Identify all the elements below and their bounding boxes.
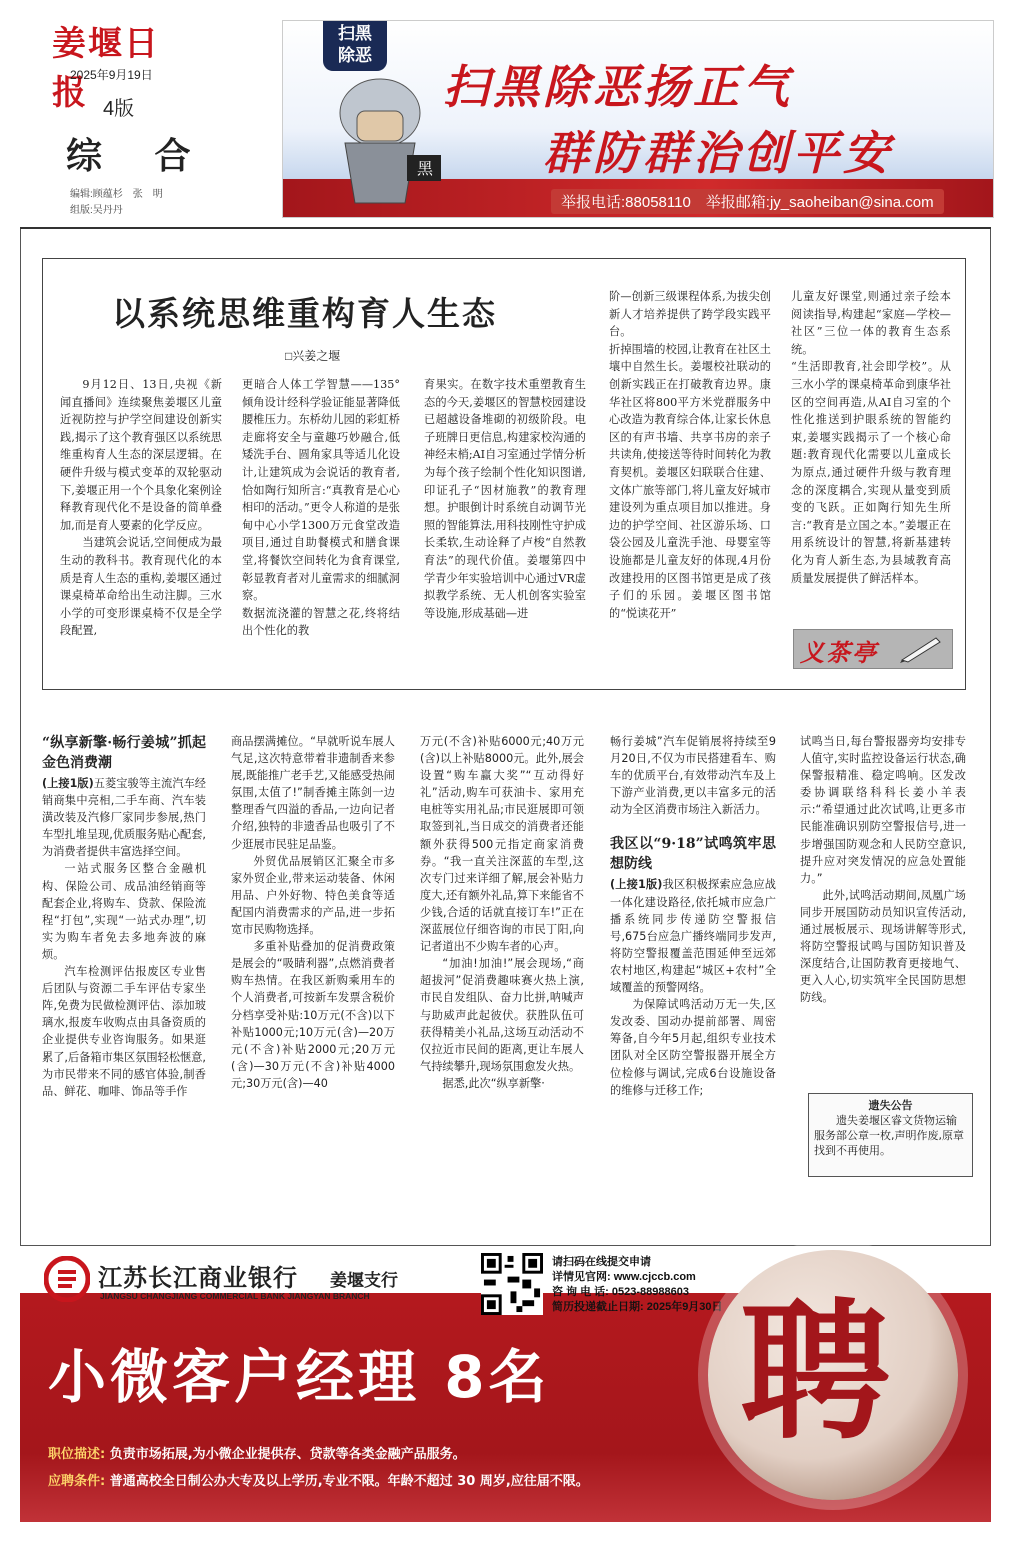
- article-paragraph: [42, 775, 206, 860]
- continued-ref: (上接1版): [610, 878, 663, 892]
- article-paragraph: “加油!加油!”展会现场,“商超拔河”促消费趣味赛火热上演,市民自发组队、奋力比拼,呐喊声与助威声此起彼伏。获胜队伍可获得精美小礼品,这场互动活动不仅拉近市民间的距离,更让车展人气持续攀升,现场氛围愈发火热。: [420, 957, 584, 1073]
- article-paragraph: 万元(不含)补贴6000元;40万元(含)以上补贴8000元。此外,展会设置“购车赢大奖”“互动得好礼”活动,购车可获油卡、家用充电桩等实用礼品;市民逛展即可领取签到礼,当日成交的消费者还能额外获得500元指定商家消费券。“我一直关注深蓝的车型,这次专门过来详细了解,展会补贴力度大,还有额外礼品,算下来能省不少钱,合适的话就直接订车!”正在深蓝展位仔细咨询的市民丁阳,向记者道出不少购车者的心声。: [420, 735, 584, 954]
- ad-info-line: 详情见官网: www.cjccb.com: [552, 1271, 696, 1283]
- article-paragraph: 多重补贴叠加的促消费政策是展会的“吸睛利器”,点燃消费者购车热情。在我区新购乘用车的个人消费者,可按新车发票含税价分档享受补贴:10万元(不含)以下补贴1000元;10万元(含)—20万元(不含)补贴2000元;20万元(含)—30万元(不含)补贴4000元;30万元(含)—40: [231, 940, 395, 1090]
- fist-figure-illustration: [305, 73, 455, 213]
- article-paragraph: 畅行姜城”汽车促销展将持续至9月20日,不仅为市民搭建看车、购车的优质平台,有效带动汽车及上下游产业消费,更以丰富多元的活动为全区消费市场注入新活力。: [610, 735, 776, 817]
- banner-slogan-1: 扫黑除恶扬正气: [443, 60, 793, 114]
- issue-date: 2025年9月19日: [70, 68, 153, 82]
- paragraph-text: 我区积极探索应急应战一体化建设路径,依托城市应急广播系统同步传递防空警报信号,675台应急广播终端同步发声,将防空警报覆盖范围延伸至远郊农村地区,构建起“城区+农村”全域覆盖的预警网络。: [610, 878, 776, 995]
- job-description-text: 负责市场拓展,为小微企业提供存、贷款等各类金融产品服务。: [109, 1447, 466, 1462]
- feature-paragraph: 育果实。在数字技术重塑教育生态的今天,姜堰区的智慧校园建设已超越设备堆砌的初级阶段。电子班牌日更信息,构建家校沟通的神经末梢;AI自习室通过学情分析为每个孩子绘制个性化知识图谱,印证孔子“因材施教”的教育理想。护眼倒计时系统自动调节光照的智能算法,用科技刚性守护成长柔软,生动诠释了卢梭“自然教育法”的现代价值。姜堰第四中学青少年实验培训中心通过VR虚拟教学系统、无人机创客实验室等设施,形成基础—进: [424, 378, 586, 620]
- banner-badge: [323, 21, 387, 71]
- article-paragraph: 据悉,此次“纵享新擎·: [442, 1076, 545, 1090]
- notice-body: 遗失姜堰区睿文货物运输服务部公章一枚,声明作废,原章找到不再使用。: [814, 1114, 964, 1157]
- feature-paragraph: 阶—创新三级课程体系,为拔尖创新人才培养提供了跨学段实践平台。: [609, 290, 771, 339]
- job-description-label: 职位描述:: [48, 1447, 106, 1462]
- column-logo-text: 义茶亭: [800, 638, 878, 667]
- bank-branch: 姜堰支行: [330, 1271, 398, 1291]
- masthead-rule: [20, 227, 991, 229]
- qr-code-icon[interactable]: [478, 1253, 546, 1315]
- feature-column-2: [242, 376, 400, 676]
- article-paragraph: 外贸优品展销区汇聚全市多家外贸企业,带来运动装备、休闲用品、户外好物、特色美食等适配国内消费需求的产品,进一步拓宽市民购物选择。: [231, 854, 395, 937]
- continued-ref: (上接1版): [42, 777, 94, 790]
- article-paragraph: 此外,试鸣活动期间,凤凰广场同步开展国防动员知识宣传活动,通过展板展示、现场讲解等形式,将防空警报试鸣与国防知识普及深度结合,让国防教育更接地气、更入人心,切实筑牢全民国防思想防线。: [800, 888, 966, 1005]
- section-title: 综 合: [66, 135, 211, 177]
- article-paragraph: 试鸣当日,每台警报器旁均安排专人值守,实时监控设备运行状态,确保警报精准、稳定鸣响。区发改委协调联络科科长姜小羊表示:“希望通过此次试鸣,让更多市民能准确识别防空警报信号,进一步增强国防观念和人民防空意识,提升应对突发情况的应急处置能力。”: [800, 735, 966, 885]
- report-contact: 举报电话:88058110 举报邮箱:jy_saoheiban@sina.com: [551, 189, 944, 214]
- news-column-3: [420, 733, 584, 1233]
- news-column-4: [610, 733, 776, 1233]
- article-headline: 我区以“9·18”试鸣筑牢思想防线: [610, 836, 776, 873]
- article-paragraph: 商品摆满摊位。“早就听说车展人气足,这次特意带着非遗制香来参展,既能推广老手艺,又能感受热闹氛围,太值了!”制香摊主陈剑一边整理香气四溢的香品,一边向记者介绍,独特的非遗香品也吸引了不少逛展市民驻足品鉴。: [231, 735, 395, 851]
- feature-paragraph: 9月12日、13日,央视《新闻直播间》连续聚焦姜堰区儿童近视防控与护学空间建设创新实践,揭示了这个教育强区以系统思维重构育人生态的深层逻辑。在硬件升级与模式变革的双轮驱动下,姜堰正用一个个具象化案例诠释教育现代化不是设备的简单叠加,而是育人要素的化学反应。: [60, 378, 222, 532]
- badge-line-2: 除恶: [338, 46, 372, 66]
- bank-name: 江苏长江商业银行: [98, 1264, 298, 1292]
- feature-paragraph: 更暗合人体工学智慧——135°倾角设计经科学验证能显著降低腰椎压力。东桥幼儿园的彩虹桥走廊将安全与童趣巧妙融合,低矮洗手台、圆角家具等适儿化设计,让建筑成为会说话的教育者,恰如陶行知所言:“真教育是心心相印的活动。”更令人称道的是张甸中心小学1300万元食堂改造项目,通过自助餐模式和膳食课堂,将餐饮空间转化为食育课堂,彰显教育者对儿童需求的细腻洞察。: [242, 378, 400, 603]
- article-paragraph: 一站式服务区整合金融机构、保险公司、成品油经销商等配套企业,将购车、贷款、保险流程“打包”,实现“一站式办理”,切实为购车者免去多地奔波的麻烦。: [42, 862, 206, 961]
- recruit-big-character: 聘: [740, 1286, 891, 1460]
- job-requirements-label: 应聘条件:: [48, 1474, 106, 1489]
- badge-line-1: 扫黑: [338, 24, 372, 44]
- editors-line: 编辑:顾蕴杉 张 明: [70, 189, 163, 200]
- news-column-2: [231, 733, 395, 1233]
- notice-title: 遗失公告: [868, 1099, 913, 1112]
- feature-column-5: [791, 288, 951, 620]
- newspaper-logo: 姜堰日报: [52, 24, 160, 113]
- article-paragraph: [610, 876, 776, 996]
- job-requirements: [48, 1470, 589, 1489]
- article-headline: “纵享新擎·畅行姜城”抓起金色消费潮: [42, 735, 206, 771]
- feature-byline: □兴姜之堰: [285, 349, 341, 363]
- feature-paragraph: 数据流浇灌的智慧之花,终将结出个性化的教: [242, 606, 400, 638]
- edition-number: 4版: [103, 98, 135, 120]
- article-paragraph: 汽车检测评估报废区专业售后团队与资源二手车评估专家坐阵,免费为民做检测评估、添加玻璃水,报废车收购点由具备资质的企业提供专业咨询服务。如果逛累了,后备箱市集区氛围轻松惬意,为市民带来不同的感官体验,制香品、鲜花、咖啡、饰品等手作: [42, 965, 206, 1098]
- quill-pen-icon: [898, 634, 944, 664]
- ad-info-line: 请扫码在线提交申请: [552, 1256, 651, 1268]
- feature-column-4: [609, 288, 771, 676]
- banner-slogan-2: 群防群治创平安: [543, 126, 893, 180]
- feature-headline: 以系统思维重构育人生态: [112, 294, 497, 333]
- feature-column-3: [424, 376, 586, 676]
- ad-headline: 小微客户经理 8名: [48, 1343, 551, 1411]
- ad-info-line: 简历投递截止日期: 2025年9月30日: [552, 1301, 723, 1313]
- editor-credits: [70, 187, 163, 219]
- ad-info-line: 咨 询 电 话: 0523-88988603: [552, 1286, 689, 1298]
- figure-tag: 黑: [417, 159, 434, 178]
- bank-logo-icon: [44, 1256, 90, 1302]
- feature-paragraph: 折掉围墙的校园,让教育在社区土壤中自然生长。姜堰校社联动的创新实践正在打破教育边界。康华社区将800平方米党群服务中心改造为教育综合体,让家长休息区的有声书墙、共享书房的亲子共读角,使接送等待时间转化为教育契机。姜堰区妇联联合住建、文体广旅等部门,将儿童友好城市建设列为重点项目加以推进。身边的护学空间、社区游乐场、口袋公园及儿童洗手池、母婴室等设施都是儿童友好的体现,4月份改建投用的区图书馆更是成了孩子们的乐园。姜堰区图书馆的“悦读花开”: [609, 342, 771, 620]
- news-column-1: [42, 733, 206, 1233]
- feature-paragraph: 儿童友好课堂,则通过亲子绘本阅读指导,构建起“家庭—学校—社区”三位一体的教育生态系统。: [791, 290, 951, 356]
- job-requirements-text: 普通高校全日制公办大专及以上学历,专业不限。年龄不超过 30 周岁,应往届不限。: [109, 1474, 589, 1489]
- news-column-5: [800, 733, 966, 1083]
- bank-english-name: JIANGSU CHANGJIANG COMMERCIAL BANK JIANGYAN BRANCH: [100, 1291, 370, 1301]
- feature-paragraph: “生活即教育,社会即学校”。从三水小学的课桌椅革命到康华社区的空间再造,从AI自习室的个性化推送到护眼系统的智能约束,姜堰实践揭示了一个核心命题:教育现代化需要以儿童成长为原点,通过硬件升级与教育理念的深度耦合,实现从量变到质变的飞跃。正如陶行知先生所言:“教育是立国之本。”姜堰正在用系统设计的智慧,将新基建转化为育人新生态,为县域教育高质量发展提供了鲜活样本。: [791, 360, 951, 585]
- job-description: [48, 1443, 466, 1462]
- layout-line: 组版:吴丹丹: [70, 205, 123, 216]
- article-paragraph: 为保障试鸣活动万无一失,区发改委、国动办提前部署、周密筹备,自今年5月起,组织专业技术团队对全区防空警报器开展全方位检修与调试,完成6台设施设备的维修与迁移工作;: [610, 998, 776, 1097]
- feature-paragraph: 当建筑会说话,空间便成为最生动的教科书。教育现代化的本质是育人生态的重构,姜堰区通过课桌椅革命给出生动注脚。三水小学的可变形课桌椅不仅是全学段配置,: [60, 536, 222, 638]
- paragraph-text: 五菱宝骏等主流汽车经销商集中亮相,二手车商、汽车装潢改装及汽修厂家同步参展,热门车型扎堆呈现,优质服务贴心配套,为消费者提供丰富选择空间。: [42, 777, 206, 859]
- feature-column-1: [60, 376, 222, 676]
- ad-contact-info: [552, 1255, 723, 1315]
- anti-crime-banner: [282, 20, 994, 218]
